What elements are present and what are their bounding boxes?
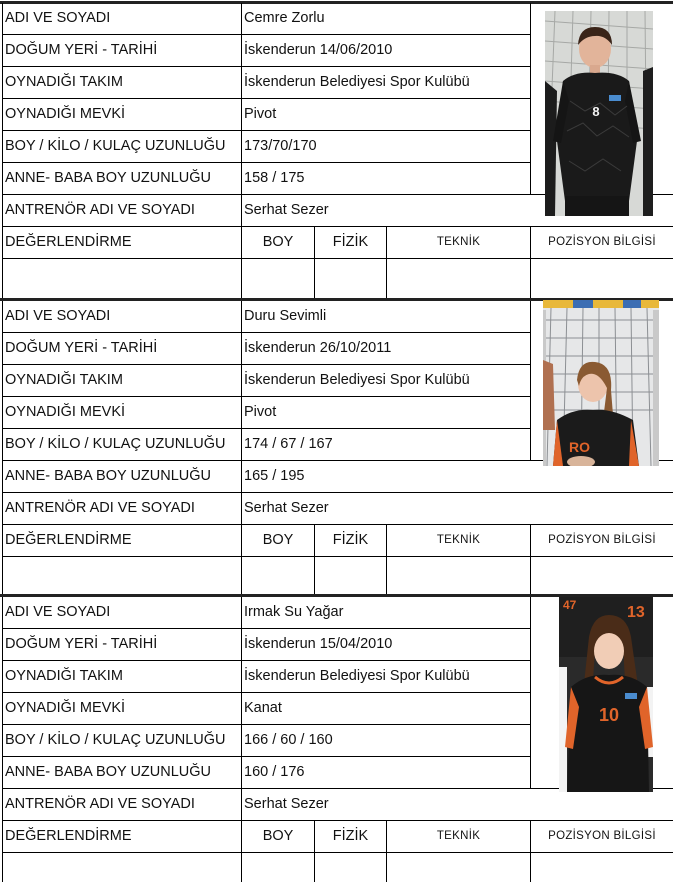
- value-coach: Serhat Sezer: [244, 796, 329, 812]
- label-name: ADI VE SOYADI: [5, 604, 111, 620]
- label-birth: DOĞUM YERİ - TARİHİ: [5, 636, 158, 652]
- col-boy: BOY: [262, 532, 294, 548]
- value-birth: İskenderun 14/06/2010: [244, 42, 393, 58]
- value-parents: 160 / 176: [244, 764, 305, 780]
- value-name: Cemre Zorlu: [244, 10, 325, 26]
- value-coach: Serhat Sezer: [244, 202, 329, 218]
- value-name: Irmak Su Yağar: [244, 604, 344, 620]
- value-parents: 165 / 195: [244, 468, 305, 484]
- value-measures: 174 / 67 / 167: [244, 436, 333, 452]
- player-photo: [545, 11, 653, 216]
- col-fizik: FİZİK: [332, 532, 369, 548]
- label-name: ADI VE SOYADI: [5, 10, 111, 26]
- value-position: Pivot: [244, 404, 277, 420]
- label-evaluation: DEĞERLENDİRME: [5, 234, 132, 250]
- value-measures: 173/70/170: [244, 138, 317, 154]
- jersey-number: 10: [598, 705, 620, 725]
- label-coach: ANTRENÖR ADI VE SOYADI: [5, 202, 195, 218]
- label-birth: DOĞUM YERİ - TARİHİ: [5, 340, 158, 356]
- label-parents: ANNE- BABA BOY UZUNLUĞU: [5, 764, 212, 780]
- label-parents: ANNE- BABA BOY UZUNLUĞU: [5, 468, 212, 484]
- label-position: OYNADIĞI MEVKİ: [5, 700, 126, 716]
- value-parents: 158 / 175: [244, 170, 305, 186]
- value-measures: 166 / 60 / 160: [244, 732, 333, 748]
- value-position: Kanat: [244, 700, 282, 716]
- label-evaluation: DEĞERLENDİRME: [5, 532, 132, 548]
- value-birth: İskenderun 26/10/2011: [244, 340, 392, 356]
- col-fizik: FİZİK: [332, 234, 369, 250]
- value-position: Pivot: [244, 106, 277, 122]
- label-team: OYNADIĞI TAKIM: [5, 668, 123, 684]
- label-team: OYNADIĞI TAKIM: [5, 74, 123, 90]
- label-name: ADI VE SOYADI: [5, 308, 111, 324]
- label-team: OYNADIĞI TAKIM: [5, 372, 123, 388]
- col-pozisyon: POZİSYON BİLGİSİ: [548, 534, 656, 546]
- col-teknik: TEKNİK: [436, 830, 481, 842]
- col-fizik: FİZİK: [332, 828, 369, 844]
- label-parents: ANNE- BABA BOY UZUNLUĞU: [5, 170, 212, 186]
- jersey-number: 8: [592, 104, 600, 119]
- col-boy: BOY: [262, 828, 294, 844]
- col-boy: BOY: [262, 234, 294, 250]
- background-number: 13: [627, 604, 645, 621]
- value-team: İskenderun Belediyesi Spor Kulübü: [244, 372, 470, 388]
- value-team: İskenderun Belediyesi Spor Kulübü: [244, 668, 470, 684]
- player-photo: [559, 597, 653, 792]
- jersey-number: RO: [569, 439, 590, 455]
- value-coach: Serhat Sezer: [244, 500, 329, 516]
- value-name: Duru Sevimli: [244, 308, 327, 324]
- col-teknik: TEKNİK: [436, 534, 481, 546]
- label-coach: ANTRENÖR ADI VE SOYADI: [5, 796, 195, 812]
- col-pozisyon: POZİSYON BİLGİSİ: [548, 236, 656, 248]
- background-number: 47: [563, 598, 577, 612]
- label-evaluation: DEĞERLENDİRME: [5, 828, 132, 844]
- value-birth: İskenderun 15/04/2010: [244, 636, 393, 652]
- col-teknik: TEKNİK: [436, 236, 481, 248]
- col-pozisyon: POZİSYON BİLGİSİ: [548, 830, 656, 842]
- label-measures: BOY / KİLO / KULAÇ UZUNLUĞU: [5, 732, 226, 748]
- label-measures: BOY / KİLO / KULAÇ UZUNLUĞU: [5, 138, 226, 154]
- player-photo: [543, 300, 659, 466]
- value-team: İskenderun Belediyesi Spor Kulübü: [244, 74, 470, 90]
- label-position: OYNADIĞI MEVKİ: [5, 106, 126, 122]
- label-coach: ANTRENÖR ADI VE SOYADI: [5, 500, 195, 516]
- label-birth: DOĞUM YERİ - TARİHİ: [5, 42, 158, 58]
- label-position: OYNADIĞI MEVKİ: [5, 404, 126, 420]
- label-measures: BOY / KİLO / KULAÇ UZUNLUĞU: [5, 436, 226, 452]
